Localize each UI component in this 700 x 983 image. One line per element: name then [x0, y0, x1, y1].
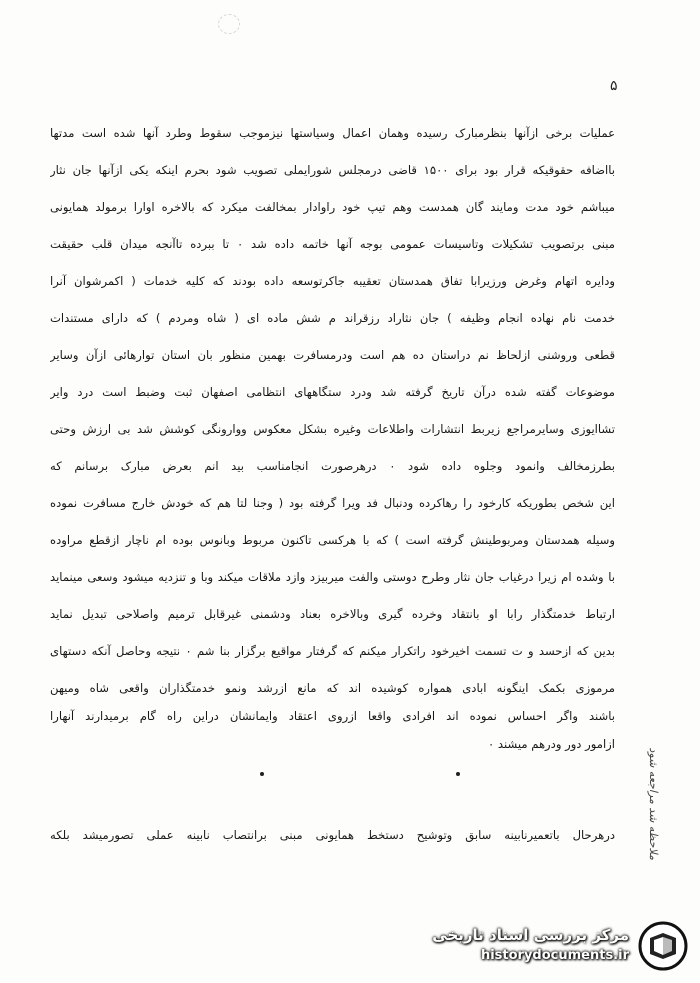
text-line-11: این شخص بطوریکه کارخود را رهاکرده ودنبال فد ویرا گرفته بود ( وجنا لتا هم که خودش خارج مسافرت نموده: [50, 496, 615, 510]
text-line-14: ارتباط خدمتگذار رابا او بانتقاد وخرده گیری وبالاخره بعناد ودشمنی غیرقابل ترمیم واصلاحی تبدیل نماید: [50, 607, 615, 621]
text-line-6: خدمت نام نهاده انجام وظیفه ) جان نثاراد رزقراند م شش ماده ای ( شاه ومردم ) که دارای مستندات: [50, 311, 615, 325]
archive-watermark: [410, 918, 695, 978]
text-line-9: تشاایوزی وسایرمراجع زیربط انتشارات واطلاعات وغیره بشکل معکوس ووارونگی کوشش شد بی ارزش وحتی: [50, 422, 615, 436]
text-line-2: بااضافه حقوقیکه قرار بود برای ۱۵۰۰ قاضی درمجلس شورایملی تصویب شود بحرم اینکه یکی ازآنها جان نثار: [50, 163, 615, 177]
document-body: [50, 124, 615, 772]
text-line-12: وسیله همدستان ومربوطینش گرفته است ) که با هرکسی تاکنون مربوط وبانوس بوده ام ناچار ازقطع مراوده: [50, 533, 615, 547]
bullet-dot-right: [456, 772, 460, 776]
text-line-13: با وشده ام زیرا درغیاب جان نثار وطرح دوستی والفت میربیزد وازد ملاقات میکند وبا و تنزدیه میشود وسعی مینماید: [50, 570, 615, 584]
text-line-5: ودایره اتهام وغرض ورزیرابا تفاق همدستان تعقیبه جاکرتوسعه داده بودند که کلیه خدمات ( اکمرشوان آنرا: [50, 274, 615, 288]
watermark-url: historydocuments.ir: [480, 948, 629, 963]
text-line-15: بدین که ازحسد و ت تسمت اخیرخود راتکرار میکنم که گرفتار مواقیع برگزار بنا شم ۰ نتیجه وحاصل آنکه دستهای: [50, 644, 615, 658]
watermark-text: [432, 926, 629, 963]
text-line-8: موضوعات گفته شده درآن تاریخ گرفته شد ودرد ستگاههای انتظامی اصفهان ثبت وضبط است درد وایر: [50, 385, 615, 399]
closing-line: درهرحال باتعمیرنابینه سابق وتوشیح دستخط همایونی مبنی برانتصاب نابینه عملی تصورمیشد بلکه: [50, 828, 615, 842]
margin-note-text: ملاحظه شد مراجعه شود: [647, 747, 660, 860]
margin-handwritten-note: [630, 660, 670, 860]
text-line-18: ازامور دور ودرهم میشند ۰: [487, 737, 615, 751]
text-line-1: عملیات برخی ازآنها بنظرمبارک رسیده وهمان اعمال وسیاستها نیزموجب سقوط وطرد آنها شده است مدتها: [50, 126, 615, 140]
text-line-16: مرموزی بکمک اینگونه ابادی همواره کوشیده اند که مانع ازرشد ونمو خدمتگذاران واقعی شاه ومیهن: [50, 681, 615, 695]
text-line-17: باشند واگر احساس نموده اند افرادی واقعا ازروی اعتقاد وایمانشان دراین راه گام برمیدارند آنهارا: [50, 709, 615, 723]
page-number: ۵: [610, 78, 618, 94]
top-mark: [218, 14, 240, 34]
archive-logo-icon: [637, 920, 689, 972]
text-line-10: بطرزمخالف وانمود وجلوه داده شود ۰ درهرصورت انجامناسب بید انم بعرض مبارک برسانم که: [50, 459, 615, 473]
text-line-7: قطعی وروشنی ازلحاظ نم دراستان ده هم است ودرمسافرت بهمین منظور بان استان توارهائی ازآن وسایر: [50, 348, 615, 362]
watermark-title: مرکز بررسی اسناد تاریخی: [432, 926, 629, 944]
text-line-3: میباشم خود مدت ومایند گان همدست وهم تیپ خود راوادار بمخالفت میکرد که بالاخره اوارا برمولد همایونی: [50, 200, 615, 214]
bullet-dot-left: [260, 772, 264, 776]
text-line-4: مبنی برتصویب تشکیلات وتاسیسات عمومی بوجه آنها خاتمه داده شد ۰ تا ببرده تاآنجه میدان قلب حقیقت: [50, 237, 615, 251]
